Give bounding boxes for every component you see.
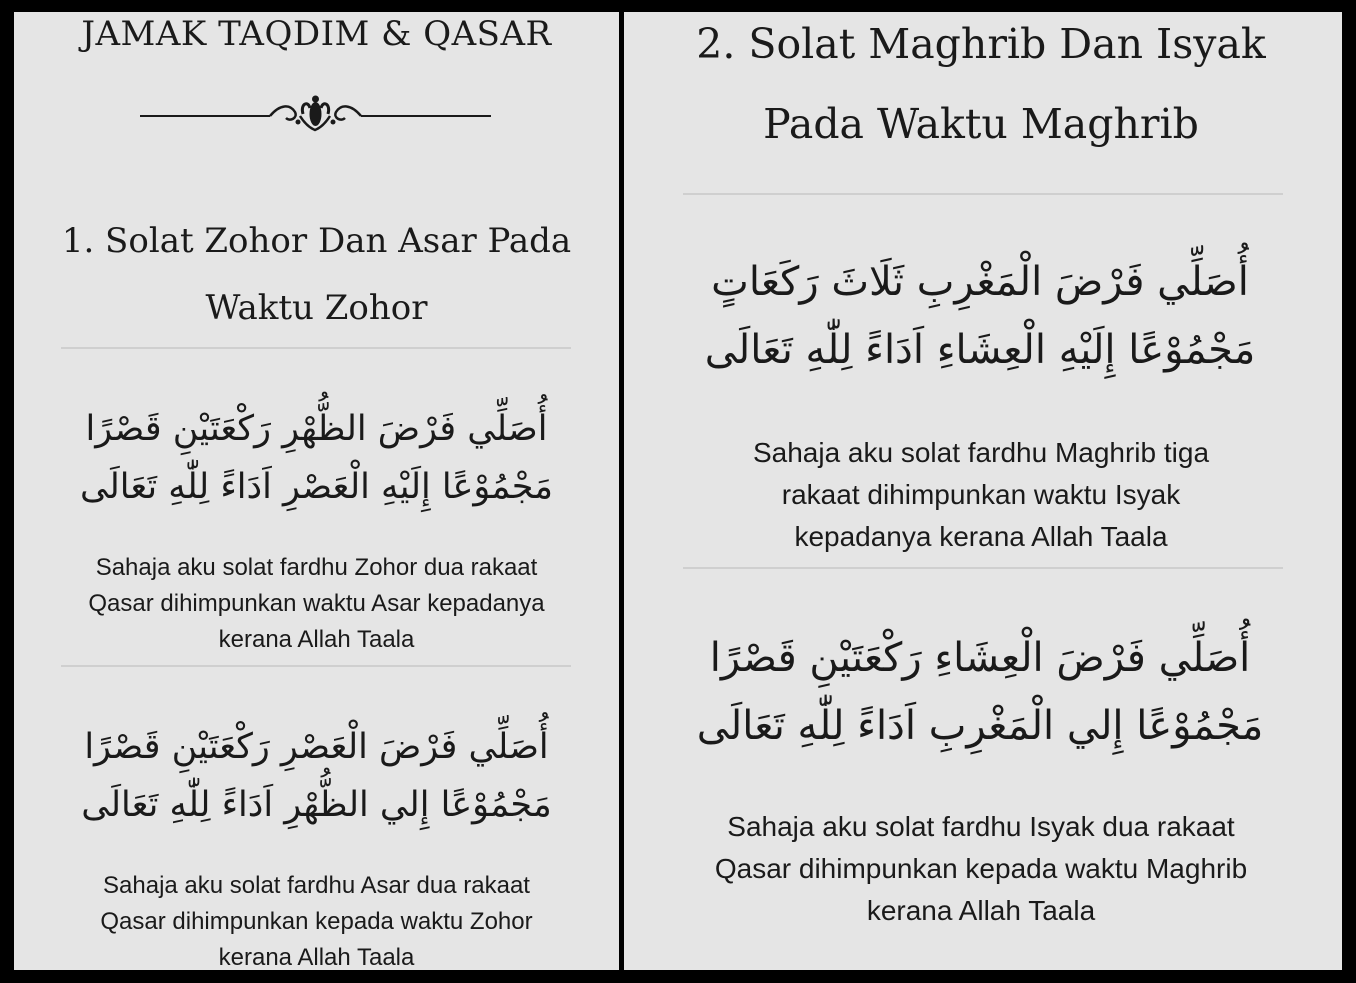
arabic-line: أُصَلِّي فَرْضَ الْعَصْرِ رَكْعَتَيْنِ قَصْرًا bbox=[84, 727, 549, 767]
translation-line: Sahaja aku solat fardhu Isyak dua rakaat bbox=[727, 811, 1235, 842]
translation-line: Sahaja aku solat fardhu Asar dua rakaat bbox=[103, 872, 530, 899]
translation-line: Qasar dihimpunkan waktu Asar kepadanya bbox=[88, 590, 545, 617]
arabic-intention bbox=[14, 400, 619, 516]
translation-line: kerana Allah Taala bbox=[218, 626, 415, 653]
arabic-intention bbox=[624, 624, 1342, 760]
arabic-line: مَجْمُوْعًا إِلَيْهِ الْعِشَاءِ اَدَاءً لِلّٰهِ تَعَالَى bbox=[704, 327, 1256, 373]
left-panel bbox=[14, 12, 619, 970]
arabic-intention bbox=[624, 248, 1342, 384]
divider bbox=[683, 193, 1283, 195]
translation bbox=[14, 868, 619, 970]
arabic-line: أُصَلِّي فَرْضَ الْمَغْرِبِ ثَلَاثَ رَكَعَاتٍ bbox=[711, 259, 1249, 305]
arabic-line: مَجْمُوْعًا إِلي الْمَغْرِبِ اَدَاءً لِلّٰهِ تَعَالَى bbox=[696, 703, 1264, 749]
divider bbox=[61, 347, 571, 349]
section-heading-line: 1. Solat Zohor Dan Asar Pada bbox=[61, 221, 572, 261]
arabic-line: مَجْمُوْعًا إِلَيْهِ الْعَصْرِ اَدَاءً لِلّٰهِ تَعَالَى bbox=[79, 467, 554, 507]
translation bbox=[14, 550, 619, 658]
translation-line: kerana Allah Taala bbox=[866, 895, 1096, 926]
translation-line: Qasar dihimpunkan kepada waktu Maghrib bbox=[714, 853, 1248, 884]
translation-line: Sahaja aku solat fardhu Maghrib tiga bbox=[752, 437, 1210, 468]
section-heading bbox=[624, 12, 1342, 164]
translation-line: Sahaja aku solat fardhu Zohor dua rakaat bbox=[95, 554, 538, 581]
translation bbox=[624, 432, 1342, 558]
translation-line: kepadanya kerana Allah Taala bbox=[794, 521, 1168, 552]
arabic-line: أُصَلِّي فَرْضَ الْعِشَاءِ رَكْعَتَيْنِ قَصْرًا bbox=[709, 635, 1251, 681]
translation bbox=[624, 806, 1342, 932]
divider bbox=[683, 567, 1283, 569]
section-heading-line: Waktu Zohor bbox=[205, 288, 428, 328]
page-title: JAMAK TAQDIM & QASAR bbox=[81, 14, 552, 54]
translation-line: kerana Allah Taala bbox=[218, 944, 415, 970]
ornamental-flourish-icon bbox=[140, 94, 491, 134]
section-heading-line: Pada Waktu Maghrib bbox=[763, 100, 1199, 148]
top-frame bbox=[0, 0, 1356, 12]
arabic-line: مَجْمُوْعًا إِلي الظُّهْرِ اَدَاءً لِلّٰهِ تَعَالَى bbox=[81, 785, 552, 825]
translation-line: Qasar dihimpunkan kepada waktu Zohor bbox=[100, 908, 533, 935]
ornamental-divider bbox=[140, 94, 491, 134]
section-heading bbox=[14, 208, 619, 342]
arabic-intention bbox=[14, 718, 619, 834]
translation-line: rakaat dihimpunkan waktu Isyak bbox=[781, 479, 1181, 510]
right-panel bbox=[624, 12, 1342, 970]
arabic-line: أُصَلِّي فَرْضَ الظُّهْرِ رَكْعَتَيْنِ قَصْرًا bbox=[85, 409, 548, 449]
divider bbox=[61, 665, 571, 667]
section-heading-line: 2. Solat Maghrib Dan Isyak bbox=[696, 20, 1266, 68]
